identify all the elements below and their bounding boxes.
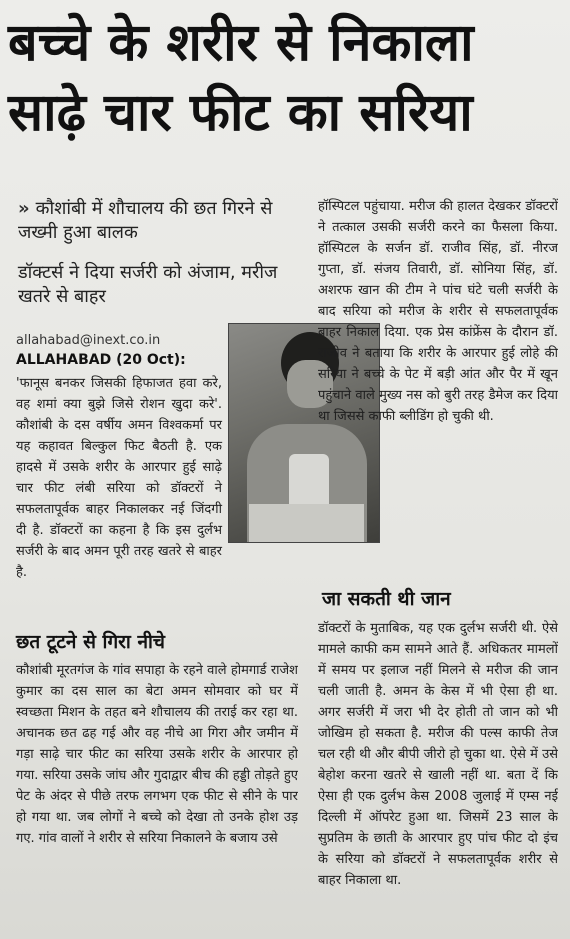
double-chevron-icon: » — [18, 198, 30, 219]
right-subhead: जा सकती थी जान — [322, 588, 451, 610]
right-column-para-2: डॉक्टरों के मुताबिक, यह एक दुर्लभ सर्जरी थी. ऐसे मामले काफी कम सामने आते हैं. अधिकतर मामलों में समय पर इलाज नहीं मिलने से मरीज की जान चली जाती है. अमन के केस में भी ऐसा ही था. अगर सर्जरी में जरा भी देर होती तो जान को भी जोखिम हो सकता है. मरीज की पल्स काफी तेज चल रही थी और बीपी जीरो हो चुका था. ऐसे में उसे बेहोश करना खतरे से खाली नहीं था. बता दें कि ऐसा ही एक दुर्लभ केस 2008 जुलाई में एम्स नई दिल्ली में ऑपरेट हुआ था. जिसमें 23 साल के सुप्रतिम के छाती के आरपार हुए पांच फीट दो इंच के सरिया को डॉक्टरों ने सफलतापूर्वक शरीर से बाहर निकाला था. — [318, 621, 558, 888]
right-column-para-1: हॉस्पिटल पहुंचाया. मरीज की हालत देखकर डॉक्टरों ने तत्काल उसकी सर्जरी करने का फैसला किया. हॉस्पिटल के सर्जन डॉ. राजीव सिंह, डॉ. नीरज गुप्ता, डॉ. संजय तिवारी, डॉ. सोनिया सिंह, डॉ. अशरफ खान की टीम ने पांच घंटे चली सर्जरी के बाद सरिया को मरीज के शरीर से सफलतापूर्वक बाहर निकाल दिया. एक प्रेस कांफ्रेंस के दौरान डॉ. राजीव ने बताया कि शरीर के आरपार हुई लोहे की सरिया ने बच्चे के पेट में बड़ी आंत और पैर में खून पहुंचाने वाले मुख्य नस को बुरी तरह डैमेज कर दिया था जिससे काफी ब्लीडिंग हो चुकी थी. — [318, 199, 558, 424]
deck-point-2 — [18, 261, 298, 309]
left-column-para-2: कौशांबी मूरतगंज के गांव सपाहा के रहने वाले होमगार्ड राजेश कुमार का दस साल का बेटा अमन सोमवार को घर में स्वच्छता मिशन के तहत बने शौचालय की तराई कर रहा था. अचानक छत ढह गई और वह नीचे आ गिरा और जमीन में गड़ा साढ़े चार फीट का सरिया उसके शरीर के आरपार हो गया. सरिया उसके जांघ और गुदाद्वार बीच की हड्डी तोड़ते हुए पेट के अंदर से पीछे तरफ लगभग एक फीट से सीने के पार हो गया था. जब लोगों ने बच्चे को देखा तो उनके होश उड़ गए. गांव वालों ने शरीर से सरिया निकालने के बजाय उसे — [16, 663, 298, 846]
headline-line-1: बच्चे के शरीर से निकाला — [8, 13, 474, 73]
dateline: ALLAHABAD (20 Oct): — [16, 352, 186, 368]
deck-point-1-text: कौशांबी में शौचालय की छत गिरने से जख्मी हुआ बालक — [18, 198, 273, 243]
left-subhead: छत टूटने से गिरा नीचे — [16, 631, 165, 653]
byline-email: allahabad@inext.co.in — [16, 333, 161, 348]
left-column-para-1: 'फानूस बनकर जिसकी हिफाजत हवा करे, वह शमां क्या बुझे जिसे रोशन खुदा करे'. कौशांबी के दस वर्षीय अमन विश्वकर्मा पर यह कहावत बिल्कुल फिट बैठती है. एक हादसे में उसके शरीर के आरपार हुई साढ़े चार फीट लंबी सरिया को डॉक्टरों ने सफलतापूर्वक बाहर निकालकर नई जिंदगी दी है. डॉक्टरों का कहना है कि इस दुर्लभ सर्जरी के बाद अमन पूरी तरह खतरे से बाहर है. — [16, 376, 222, 580]
headline — [8, 8, 563, 148]
headline-line-2: साढ़े चार फीट का सरिया — [8, 83, 473, 143]
deck-point-2-text: डॉक्टर्स ने दिया सर्जरी को अंजाम, मरीज खतरे से बाहर — [18, 262, 278, 307]
deck — [18, 197, 298, 325]
deck-point-1 — [18, 197, 298, 245]
